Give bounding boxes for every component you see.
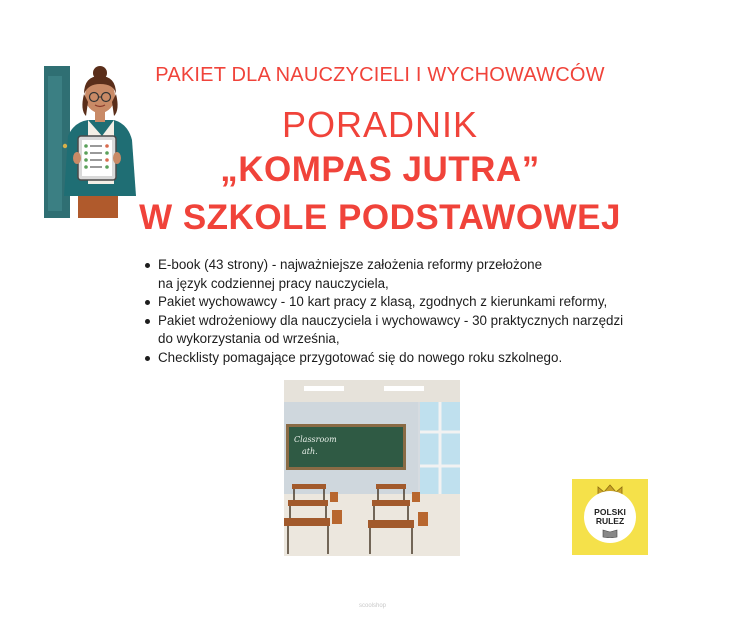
list-item-continuation: do wykorzystania od września, <box>158 331 340 346</box>
contents-list <box>142 256 702 367</box>
list-item-text: Checklisty pomagające przygotować się do nowego roku szkolnego. <box>158 349 563 365</box>
board-text-2: ath. <box>302 447 318 456</box>
list-item <box>142 312 702 349</box>
classroom-illustration <box>284 380 460 556</box>
list-item <box>142 256 702 293</box>
list-item <box>142 293 702 312</box>
book-icon <box>602 528 618 538</box>
title-line-2: „KOMPAS JUTRA” <box>220 150 540 189</box>
title-line-1: PORADNIK <box>281 104 479 145</box>
list-item <box>142 349 702 368</box>
polski-rulez-logo <box>572 479 648 555</box>
package-subtitle: PAKIET DLA NAUCZYCIELI I WYCHOWAWCÓW <box>155 64 605 86</box>
list-item-continuation: na język codziennej pracy nauczyciela, <box>158 275 389 291</box>
logo-line-1: POLSKI <box>594 507 626 517</box>
watermark: scoolshop <box>358 603 387 609</box>
board-text-1: Classroom <box>294 435 337 444</box>
list-item-text: Pakiet wychowawcy - 10 kart pracy z klasą, zgodnych z kierunkami reformy, <box>158 294 608 309</box>
list-item-text: E-book (43 strony) - najważniejsze założenia reformy przełożone <box>158 257 543 272</box>
title-line-3: W SZKOLE PODSTAWOWEJ <box>139 198 621 237</box>
logo-line-2: RULEZ <box>595 516 625 526</box>
list-item-text: Pakiet wdrożeniowy dla nauczyciela i wychowawcy - 30 praktycznych narzędzi <box>158 312 624 328</box>
